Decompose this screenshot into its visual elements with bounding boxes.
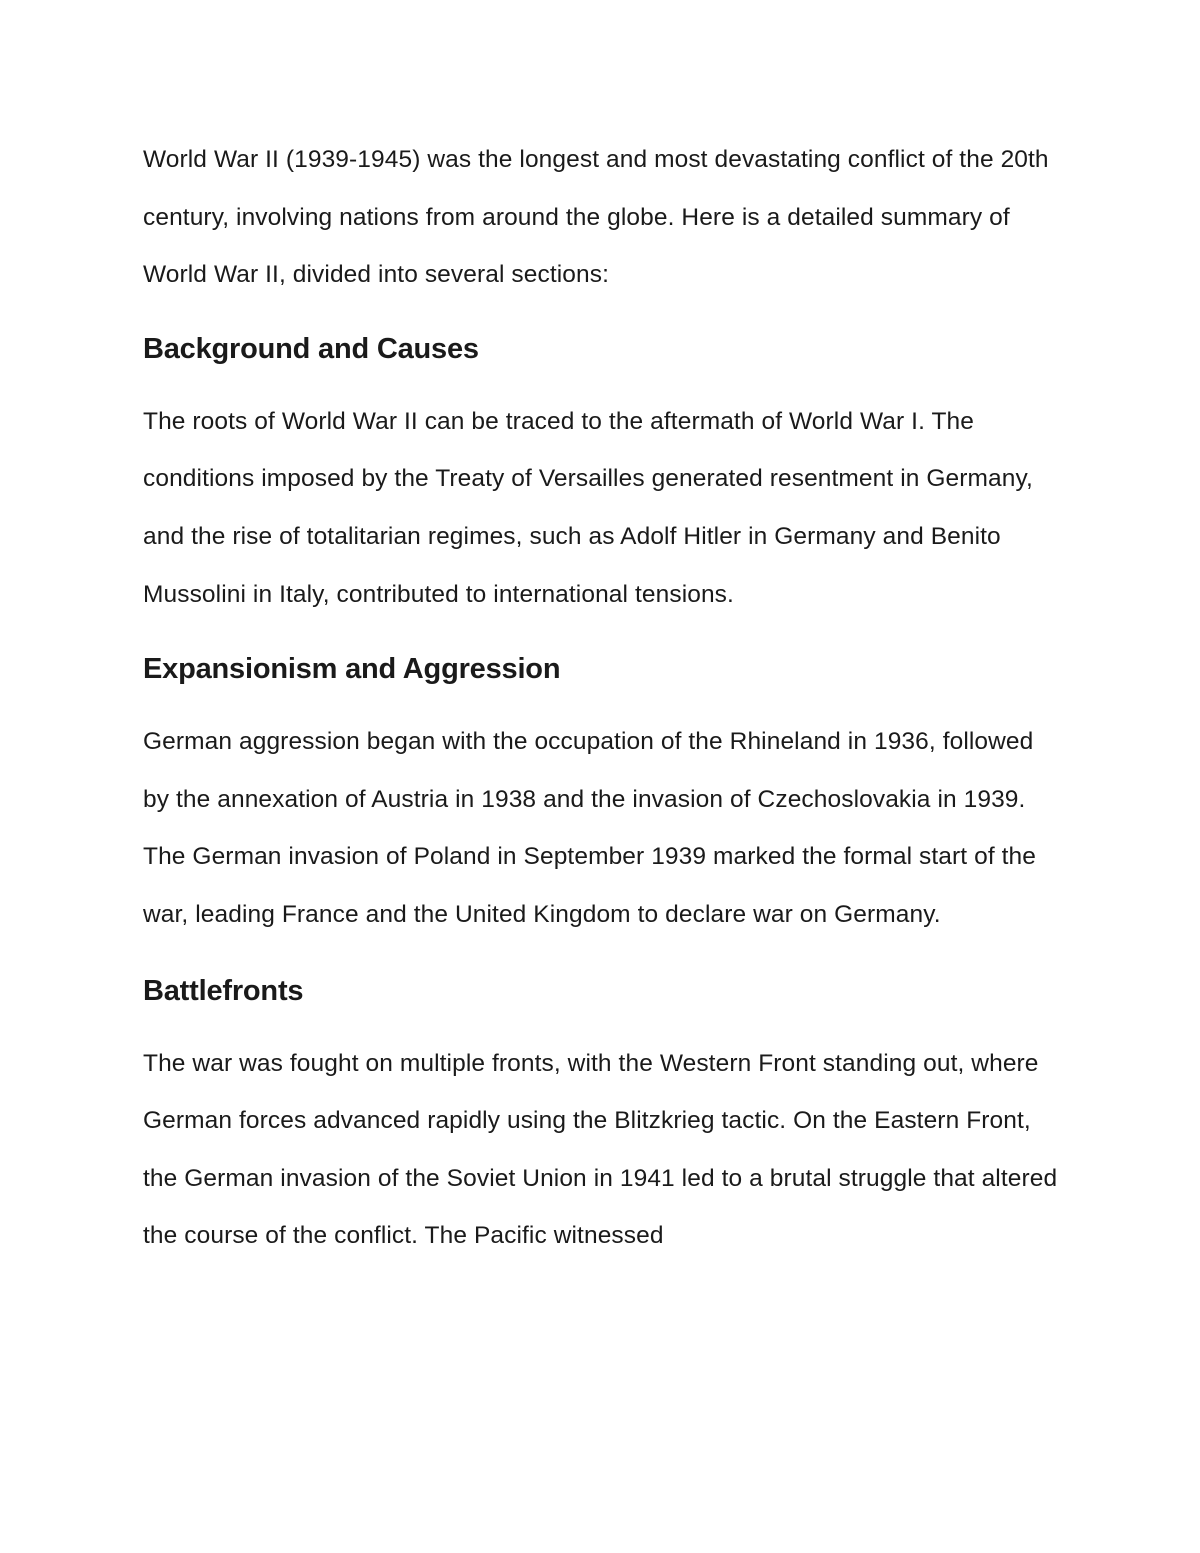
section-body-background-and-causes: The roots of World War II can be traced to the aftermath of World War I. The conditions imposed by the Treaty of Versailles generated resentment in Germany, and the rise of totalitarian regimes, such as Adolf Hitler in Germany and Benito Mussolini in Italy, contributed to international tensions. xyxy=(143,407,1033,608)
section-heading-expansionism-and-aggression: Expansionism and Aggression xyxy=(143,653,561,686)
section-body-battlefronts: The war was fought on multiple fronts, with the Western Front standing out, where German forces advanced rapidly using the Blitzkrieg tactic. On the Eastern Front, the German invasion of the Soviet Union in 1941 led to a brutal struggle that altered the course of the conflict. The Pacific witnessed xyxy=(143,1049,1058,1250)
section-heading-background-and-causes: Background and Causes xyxy=(143,332,479,365)
section-heading-battlefronts: Battlefronts xyxy=(143,974,304,1007)
intro-paragraph: World War II (1939-1945) was the longest and most devastating conflict of the 20th century, involving nations from around the globe. Here is a detailed summary of World War II, divided into several sections: xyxy=(143,146,1049,289)
document-body xyxy=(143,131,1063,1265)
section-body-expansionism-and-aggression: German aggression began with the occupation of the Rhineland in 1936, followed by the annexation of Austria in 1938 and the invasion of Czechoslovakia in 1939. The German invasion of Poland in September 1939 marked the formal start of the war, leading France and the United Kingdom to declare war on Germany. xyxy=(143,728,1036,928)
